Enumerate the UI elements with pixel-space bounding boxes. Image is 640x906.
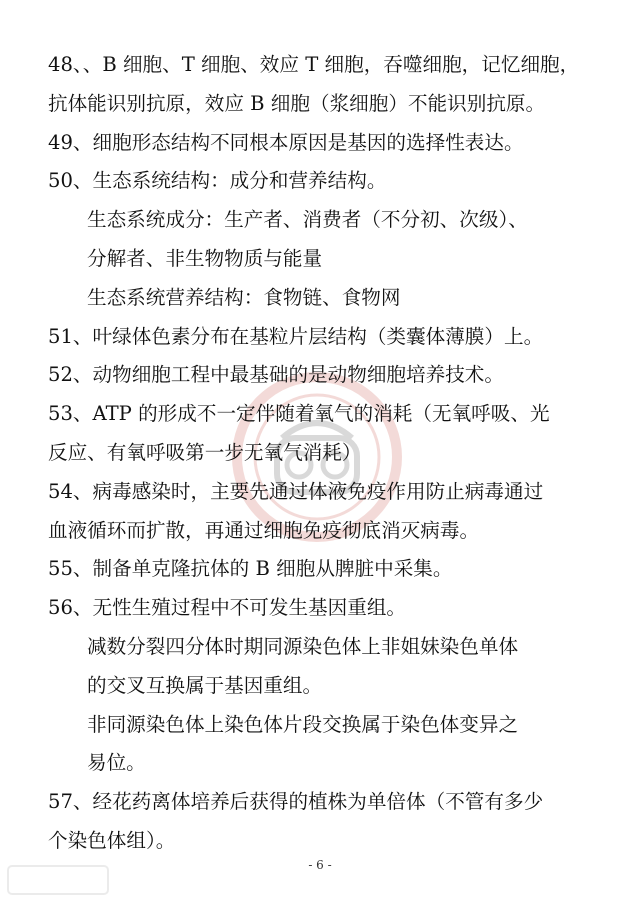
paragraph (48, 589, 608, 628)
paragraph-line: 减数分裂四分体时期同源染色体上非姐妹染色单体 (87, 634, 519, 658)
paragraph-line: 55、制备单克隆抗体的 B 细胞从脾脏中采集。 (48, 557, 453, 581)
paragraph-line: 54、病毒感染时，主要先通过体液免疫作用防止病毒通过 (48, 479, 544, 503)
paragraph-line: 57、经花药离体培养后获得的植株为单倍体（不管有多少 (48, 790, 544, 814)
paragraph (48, 550, 608, 589)
paragraph-line: 56、无性生殖过程中不可发生基因重组。 (48, 596, 407, 620)
page-number: - 6 - (308, 858, 332, 872)
paragraph (48, 162, 608, 201)
paragraph-line: 生态系统营养结构：食物链、食物网 (87, 285, 401, 309)
paragraph-line: 的交叉互换属于基因重组。 (87, 673, 323, 697)
paragraph-line: 个染色体组）。 (48, 828, 176, 852)
paragraph-line: 生态系统成分：生产者、消费者（不分初、次级）、 (87, 208, 528, 232)
paragraph (48, 318, 608, 357)
paragraph (48, 124, 608, 163)
paragraph (48, 279, 608, 318)
paragraph-line: 分解者、非生物物质与能量 (87, 246, 323, 270)
paragraph (48, 46, 608, 124)
paragraph-line: 反应、有氧呼吸第一步无氧气消耗） (48, 440, 362, 464)
paragraph (48, 706, 608, 784)
paragraph-line: 血液循环而扩散，再通过细胞免疫彻底消灭病毒。 (48, 518, 480, 542)
paragraph-line: 抗体能识别抗原，效应 B 细胞（浆细胞）不能识别抗原。 (48, 91, 546, 115)
paragraph (48, 783, 608, 861)
paragraph (48, 473, 608, 551)
paragraph-line: 50、生态系统结构：成分和营养结构。 (48, 169, 387, 193)
paragraph (48, 356, 608, 395)
document-body (48, 46, 608, 861)
paragraph-line: 非同源染色体上染色体片段交换属于染色体变异之 (87, 712, 519, 736)
paragraph (48, 628, 608, 706)
paragraph-line: 51、叶绿体色素分布在基粒片层结构（类囊体薄膜）上。 (48, 324, 544, 348)
paragraph-line: 易位。 (87, 751, 146, 775)
paragraph-line: 52、动物细胞工程中最基础的是动物细胞培养技术。 (48, 363, 504, 387)
paragraph (48, 201, 608, 279)
paragraph-line: 49、细胞形态结构不同根本原因是基因的选择性表达。 (48, 130, 524, 154)
paragraph-line: 48、、B 细胞、T 细胞、效应 T 细胞，吞噬细胞，记忆细胞， (48, 53, 580, 76)
paragraph (48, 395, 608, 473)
paragraph-line: 53、ATP 的形成不一定伴随着氧气的消耗（无氧呼吸、光 (48, 402, 550, 426)
